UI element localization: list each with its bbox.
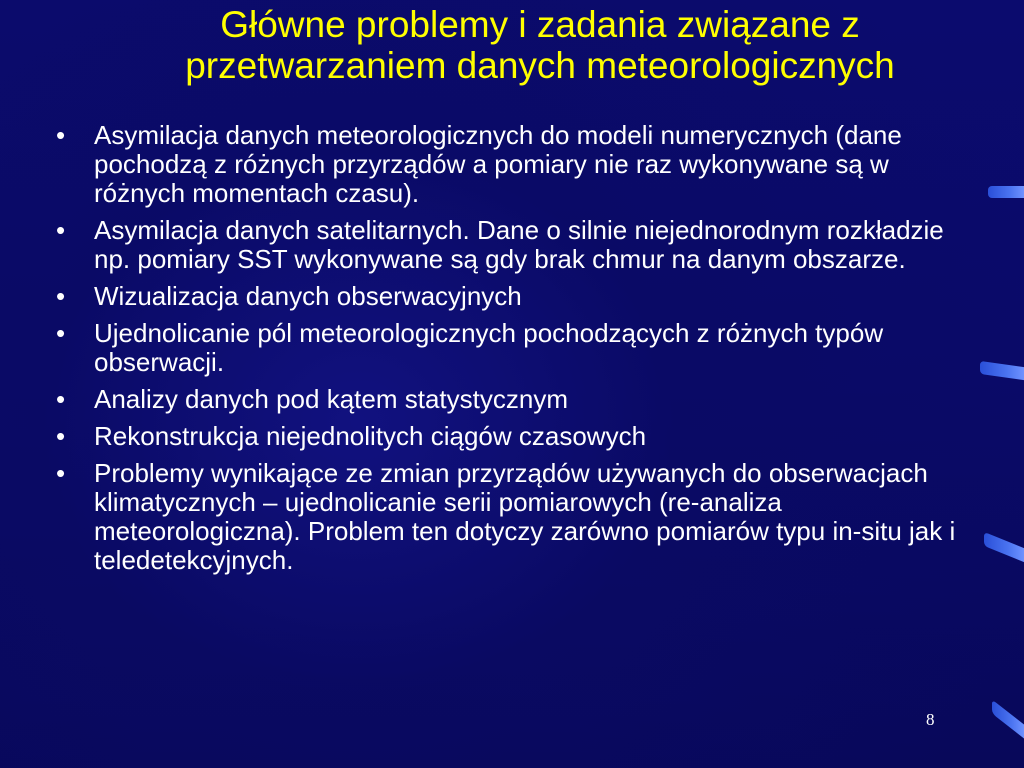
- slide-title-line-1: Główne problemy i zadania związane z: [220, 4, 860, 45]
- bullet-icon: •: [56, 458, 66, 488]
- decorative-stripe: [988, 186, 1024, 198]
- bullet-text: Ujednolicanie pól meteorologicznych pochodzących z różnych typów obserwacji.: [94, 318, 884, 377]
- bullet-text: Rekonstrukcja niejednolitych ciągów czasowych: [94, 421, 647, 451]
- bullet-icon: •: [56, 318, 66, 348]
- bullet-text: Analizy danych pod kątem statystycznym: [94, 384, 568, 414]
- bullet-item: [52, 121, 982, 208]
- bullet-item: [52, 282, 982, 311]
- decorative-stripe: [992, 699, 1024, 738]
- bullet-icon: •: [56, 421, 66, 451]
- decorative-stripe: [980, 361, 1024, 380]
- bullet-text: Asymilacja danych satelitarnych. Dane o silnie niejednorodnym rozkładzie np. pomiary SST wykonywane są gdy brak chmur na danym obszarze.: [94, 215, 944, 274]
- bullet-item: [52, 385, 982, 414]
- bullet-item: [52, 459, 982, 575]
- slide-title-line-2: przetwarzaniem danych meteorologicznych: [185, 45, 895, 86]
- page-number: 8: [926, 710, 935, 729]
- bullet-item: [52, 319, 982, 377]
- bullet-text: Problemy wynikające ze zmian przyrządów używanych do obserwacjach klimatycznych – ujednolicanie serii pomiarowych (re-analiza meteorologiczna). Problem ten dotyczy zarówno pomiarów typu in-situ jak i teledetekcyjnych.: [94, 458, 956, 575]
- bullet-icon: •: [56, 215, 66, 245]
- decorative-stripe: [984, 532, 1024, 562]
- bullet-item: [52, 216, 982, 274]
- bullet-icon: •: [56, 281, 66, 311]
- bullet-text: Wizualizacja danych obserwacyjnych: [94, 281, 522, 311]
- slide-title: [60, 4, 1020, 86]
- bullet-icon: •: [56, 384, 66, 414]
- bullet-icon: •: [56, 120, 66, 150]
- bullet-item: [52, 422, 982, 451]
- bullet-list: [52, 121, 982, 583]
- bullet-text: Asymilacja danych meteorologicznych do modeli numerycznych (dane pochodzą z różnych przyrządów a pomiary nie raz wykonywane są w różnych momentach czasu).: [94, 120, 902, 208]
